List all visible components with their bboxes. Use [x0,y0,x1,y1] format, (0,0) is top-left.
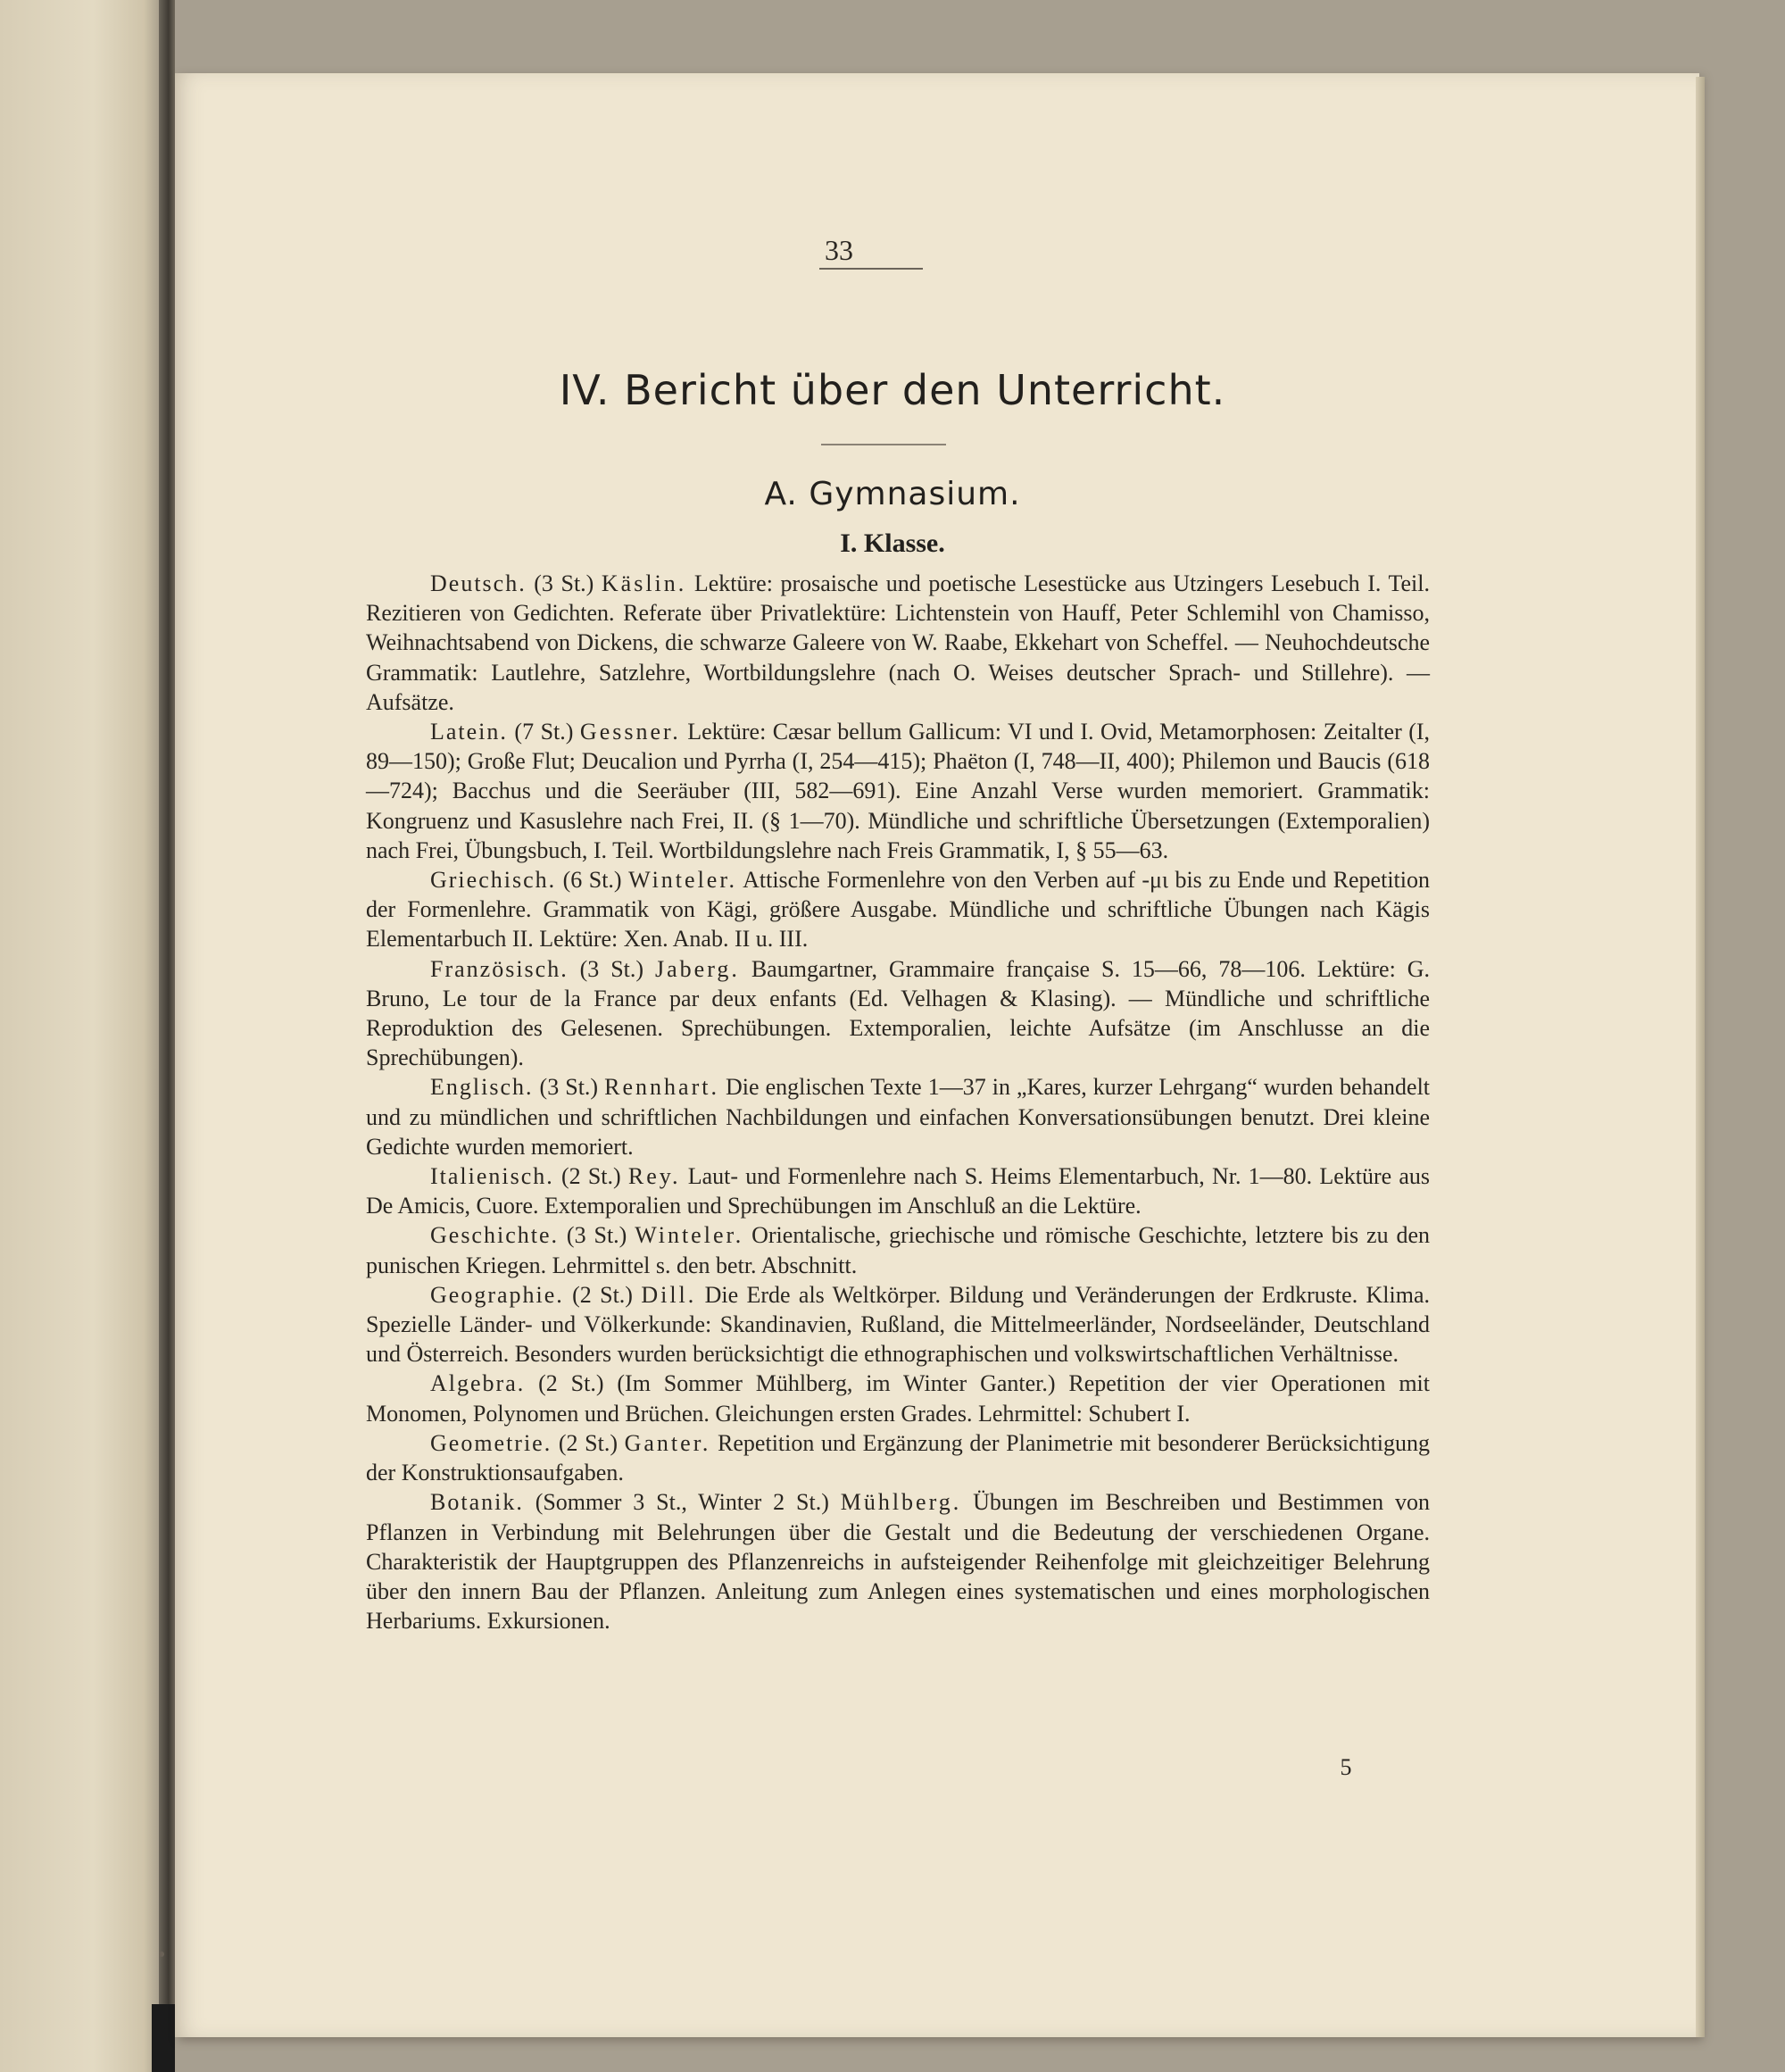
paragraph-text: Baumgartner, Grammaire française S. 15—66, 78—106. Lektüre: G. Bruno, Le tour de la France par deux enfants (Ed. Velhagen & Klasing). — Mündliche und schriftliche Reproduktion des Gelesenen. Sprechübungen. Extemporalien, leichte Aufsätze (im Anschlusse an die Sprechübungen). [366,955,1431,1071]
subject-hours: (3 St.) [534,570,594,596]
subject-name: Botanik. [430,1489,524,1516]
teacher-name: Ganter. [624,1429,711,1456]
subject-paragraph-geschichte [366,1220,1430,1279]
paragraph-text: Orientalische, griechische und römische Geschichte, letztere bis zu den punischen Kriegen. Lehrmittel s. den betr. Abschnitt. [366,1222,1431,1278]
paragraph-text: Lektüre: prosaische und poetische Lesestücke aus Utzingers Lesebuch I. Teil. Rezitieren von Gedichten. Referate über Privatlektüre: Lichtenstein von Hauff, Peter Schlemihl von Chamisso, Weihnachtsabend von Dickens, die schwarze Galeere von W. Raabe, Ekkehart von Scheffel. — Neuhochdeutsche Grammatik: Lautlehre, Satzlehre, Wortbildungslehre (nach O. Weises deutscher Sprach- und Stillehre). — Aufsätze. [366,570,1430,715]
page-number: 33 [825,234,853,266]
section-title: A. Gymnasium. [764,476,1021,512]
subject-name: Geschichte. [430,1222,560,1249]
teacher-name: Jaberg. [655,955,740,982]
report-title: IV. Bericht über den Unterricht. [559,366,1226,414]
subject-paragraph-franzoesisch [366,954,1430,1073]
paragraph-text: Repetition und Ergänzung der Planimetrie mit besonderer Berücksichtigung der Konstruktionsaufgaben. [366,1429,1431,1486]
bookmark-ribbon [152,2004,175,2072]
subject-paragraph-griechisch [366,865,1430,954]
teacher-name: Käslin. [601,570,687,596]
subject-hours: (3 St.) [579,955,644,982]
subject-name: Geometrie. [430,1429,552,1456]
subject-hours: (2 St.) [558,1429,618,1456]
page-edge [1696,77,1705,2037]
paragraph-text: Attische Formenlehre von den Verben auf -μι bis zu Ende und Repetition der Formenlehre. Grammatik von Kägi, größere Ausgabe. Mündliche und schriftliche Übungen nach Kägis Elementarbuch II. Lektüre: Xen. Anab. II u. III. [366,867,1430,953]
subject-name: Latein. [430,719,508,745]
subject-hours: (2 St.) [572,1281,633,1308]
paragraph-text: Laut- und Formenlehre nach S. Heims Elementarbuch, Nr. 1—80. Lektüre aus De Amicis, Cuore. Extemporalien und Sprechübungen im Anschluß an die Lektüre. [366,1163,1431,1219]
subject-name: Griechisch. [430,867,557,894]
teacher-name: Winteler. [635,1222,744,1249]
subject-hours: (2 St.) [560,1163,621,1190]
title-rule [821,444,946,445]
subject-hours: (7 St.) [514,719,574,745]
teacher-name: Rennhart. [604,1074,719,1101]
teacher-name: Rey. [627,1163,681,1190]
facing-page [0,0,170,2072]
class-title: I. Klasse. [840,528,945,558]
subject-paragraph-italienisch [366,1161,1430,1220]
header-rule [819,268,923,270]
subject-hours: (3 St.) [566,1222,627,1249]
paragraph-text: Übungen im Beschreiben und Bestimmen von Pflanzen in Verbindung mit Belehrungen über die Gestalt und die Bedeutung der verschiedenen Organe. Charakteristik der Hauptgruppen des Pflanzenreichs in aufsteigender Reihenfolge mit gleichzeitiger Belehrung über den innern Bau der Pflanzen. Anleitung zum Anlegen eines systematischen und eines morphologischen Herbariums. Exkursionen. [366,1489,1431,1635]
teacher-name: Dill. [641,1281,697,1308]
subject-paragraph-geographie [366,1280,1430,1369]
speck-mark [159,1951,164,1957]
teacher-name: Gessner. [579,719,681,745]
subject-hours: (6 St.) [562,867,622,894]
paragraph-text: Die Erde als Weltkörper. Bildung und Veränderungen der Erdkruste. Klima. Spezielle Länder- und Völkerkunde: Skandinavien, Rußland, die Mittelmeerländer, Nordseeländer, Deutschland und Österreich. Besonders wurden berücksichtigt die ethnographischen und volkswirtschaftlichen Verhältnisse. [366,1281,1431,1368]
paragraph-text: Die englischen Texte 1—37 in „Kares, kurzer Lehrgang“ wurden behandelt und zu mündlichen und schriftlichen Nachbildungen und einfachen Konversationsübungen benutzt. Drei kleine Gedichte wurden memoriert. [366,1074,1431,1160]
subject-name: Deutsch. [430,570,527,596]
subject-paragraph-algebra [366,1369,1430,1427]
teacher-name: Winteler. [628,867,738,894]
subject-name: Französisch. [430,955,569,982]
subject-hours: (Sommer 3 St., Winter 2 St.) [535,1489,829,1516]
subject-paragraph-geometrie [366,1428,1430,1487]
subject-hours: (2 St.) [538,1370,604,1397]
subject-name: Englisch. [430,1074,534,1101]
subject-paragraph-botanik [366,1487,1430,1635]
teacher-name: Mühlberg. [840,1489,962,1516]
subject-paragraph-latein [366,717,1430,865]
subject-paragraph-deutsch [366,569,1430,717]
subject-name: Geographie. [430,1281,564,1308]
signature-mark: 5 [1340,1754,1352,1780]
subject-hours: (3 St.) [539,1074,599,1101]
book-binding [159,0,175,2072]
paragraph-text: (Im Sommer Mühlberg, im Winter Ganter.) Repetition der vier Operationen mit Monomen, Polynomen und Brüchen. Gleichungen ersten Grades. Lehrmittel: Schubert I. [366,1370,1430,1427]
paragraph-text: Lektüre: Cæsar bellum Gallicum: VI und I. Ovid, Metamorphosen: Zeitalter (I, 89—150); Große Flut; Deucalion und Pyrrha (I, 254—415); Phaëton (I, 748—II, 400); Philemon und Baucis (618—724); Bacchus und die Seeräuber (III, 582—691). Eine Anzahl Verse wurden memoriert. Grammatik: Kongruenz und Kasuslehre nach Frei, II. (§ 1—70). Mündliche und schriftliche Übersetzungen (Extemporalien) nach Frei, Übungsbuch, I. Teil. Wortbildungslehre nach Freis Grammatik, I, § 55—63. [366,719,1431,863]
subject-name: Italienisch. [430,1163,554,1190]
subject-name: Algebra. [430,1370,526,1397]
report-body [366,569,1430,1635]
subject-paragraph-englisch [366,1072,1430,1161]
